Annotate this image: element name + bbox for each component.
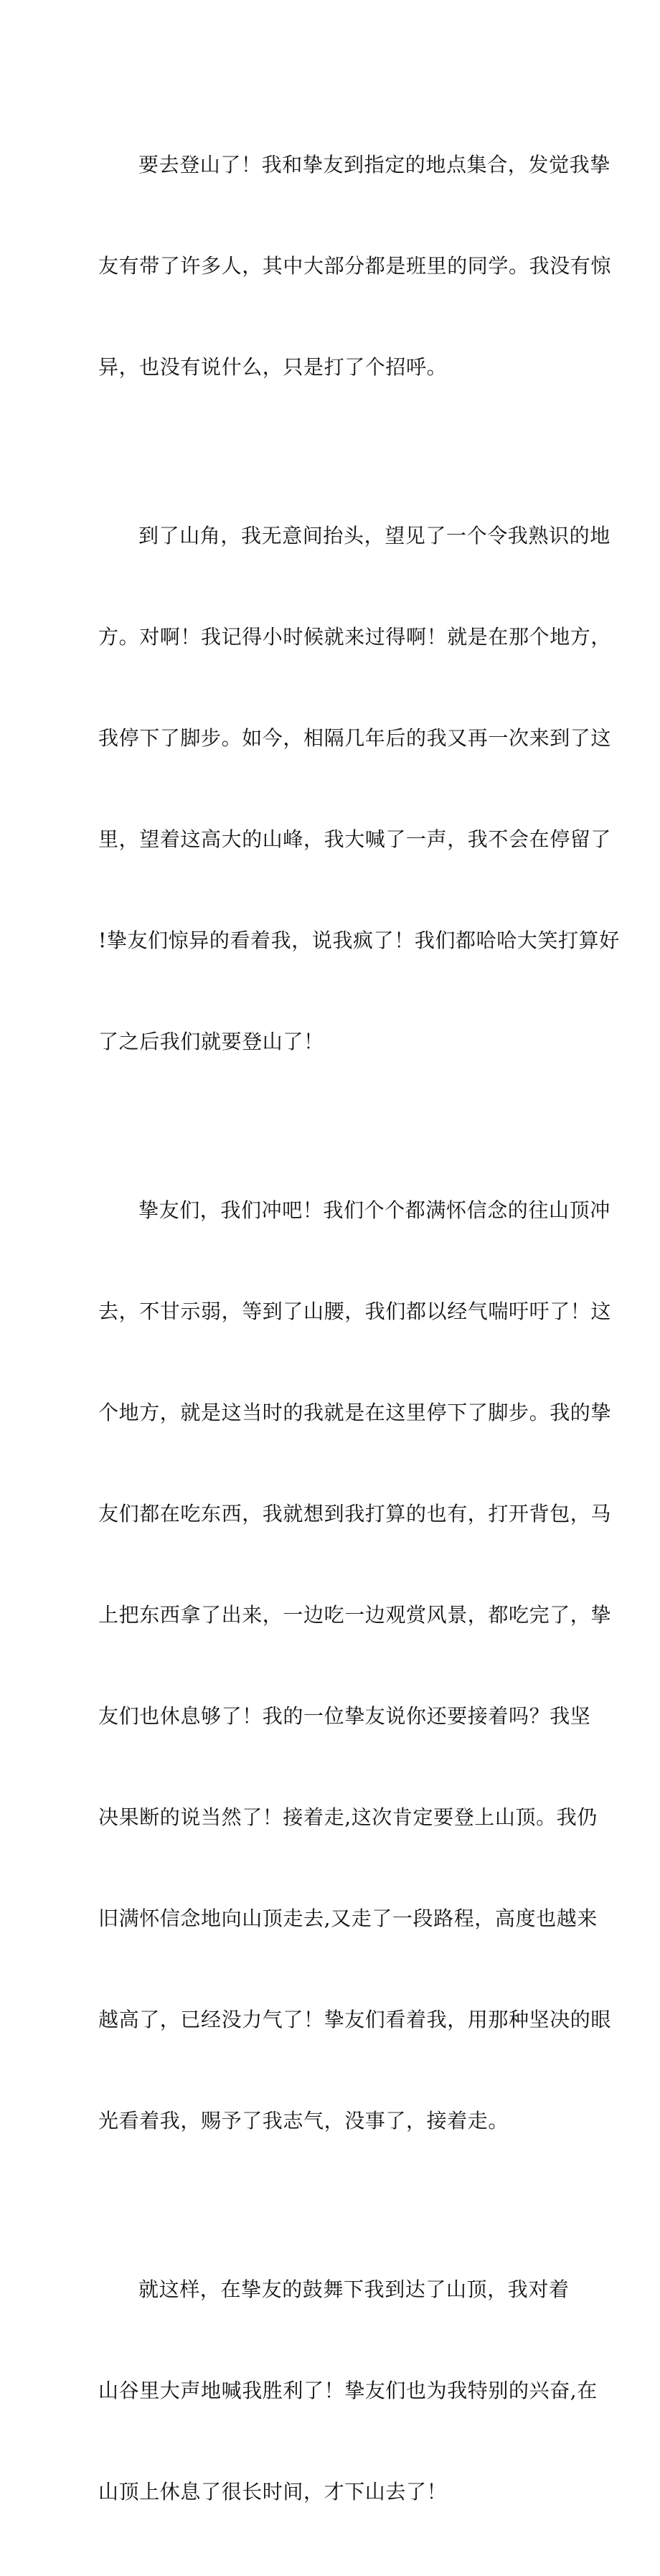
text-line: 旧满怀信念地向山顶走去,又走了一段路程，高度也越来 [98, 1907, 598, 1930]
text-line: 到了山角，我无意间抬头，望见了一个令我熟识的地 [138, 524, 610, 547]
text-line: 友们也休息够了！我的一位挚友说你还要接着吗？我坚 [98, 1704, 591, 1728]
paragraph-1 [98, 80, 612, 451]
text-line: 挚友们，我们冲吧！我们个个都满怀信念的往山顶冲 [138, 1198, 610, 1222]
text-line: 上把东西拿了出来，一边吃一边观赏风景，都吃完了，挚 [98, 1603, 612, 1627]
text-line: 友们都在吃东西，我就想到我打算的也有，打开背包，马 [98, 1502, 612, 1526]
text-line: 了之后我们就要登山了！ [98, 1030, 324, 1053]
text-line: 里，望着这高大的山峰，我大喊了一声，我不会在停留了 [98, 827, 612, 851]
text-line: 光看着我，赐予了我志气，没事了，接着走。 [98, 2109, 509, 2133]
paragraph-2 [98, 451, 620, 1126]
text-line: 决果断的说当然了！接着走,这次肯定要登上山顶。我仍 [98, 1805, 598, 1829]
text-line: 越高了，已经没力气了！挚友们看着我，用那种坚决的眼 [98, 2008, 612, 2031]
text-line: !挚友们惊异的看着我，说我疯了！我们都哈哈大笑打算好 [98, 929, 620, 952]
text-line: 异，也没有说什么，只是打了个招呼。 [98, 355, 448, 379]
paragraph-4 [98, 2205, 598, 2576]
text-line: 山顶上休息了很长时间，才下山去了！ [98, 2480, 448, 2504]
text-line: 我停下了脚步。如今，相隔几年后的我又再一次来到了这 [98, 726, 612, 750]
text-line: 要去登山了！我和挚友到指定的地点集合，发觉我挚 [138, 153, 610, 177]
text-line: 就这样，在挚友的鼓舞下我到达了山顶，我对着 [138, 2277, 570, 2301]
text-line: 方。对啊！我记得小时候就来过得啊！就是在那个地方， [98, 625, 612, 649]
document-page [98, 80, 620, 2576]
text-line: 山谷里大声地喊我胜利了！挚友们也为我特别的兴奋,在 [98, 2379, 598, 2402]
text-line: 去，不甘示弱，等到了山腰，我们都以经气喘吁吁了！这 [98, 1299, 612, 1323]
text-line: 个地方，就是这当时的我就是在这里停下了脚步。我的挚 [98, 1401, 612, 1424]
paragraph-3 [98, 1126, 612, 2205]
text-line: 友有带了许多人，其中大部分都是班里的同学。我没有惊 [98, 254, 612, 278]
